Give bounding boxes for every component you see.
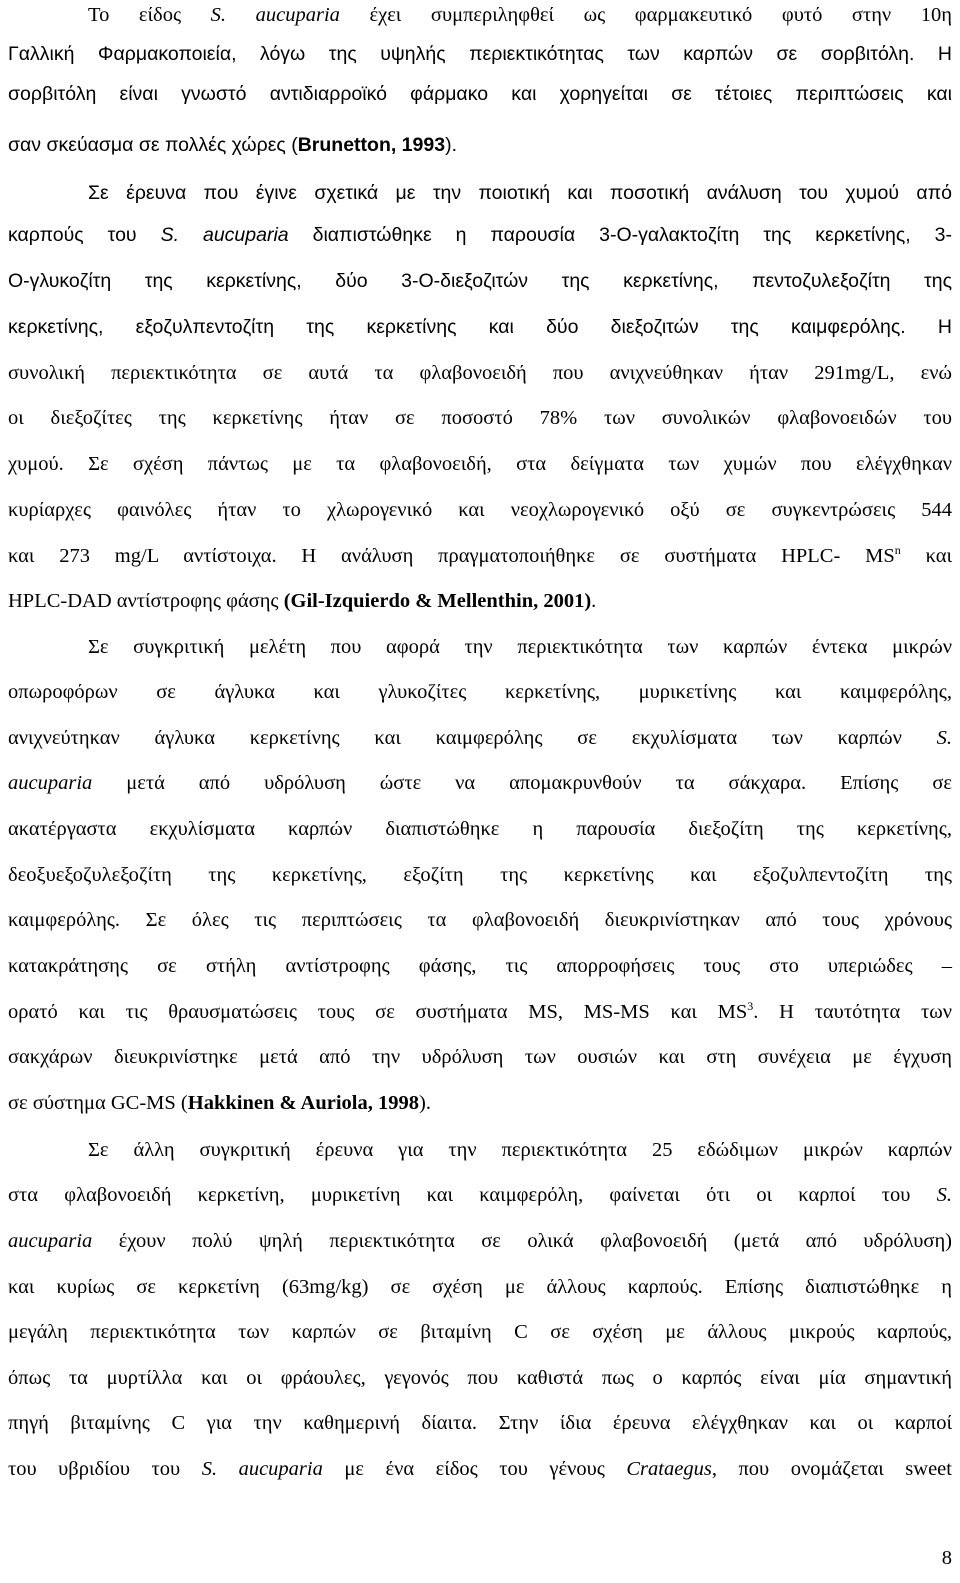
text-line: συνολική περιεκτικότητα σε αυτά τα φλαβονοειδή που ανιχνεύθηκαν ήταν 291mg/L, ενώ	[8, 362, 952, 384]
text-line: σορβιτόλη είναι γνωστό αντιδιαρροϊκό φάρμακο και χορηγείται σε τέτοιες περιπτώσεις και	[8, 83, 952, 105]
text-line: του υβριδίου του S. aucuparia με ένα είδος του γένους Crataegus, που ονομάζεται sweet	[8, 1458, 952, 1480]
text-line: σε σύστημα GC-MS (Hakkinen & Auriola, 1998).	[8, 1092, 431, 1114]
text-line: Ο-γλυκοζίτη της κερκετίνης, δύο 3-Ο-διεξοζιτών της κερκετίνης, πεντοζυλεξοζίτη της	[8, 270, 952, 292]
text-line: aucuparia έχουν πολύ ψηλή περιεκτικότητα σε ολικά φλαβονοειδή (μετά από υδρόλυση)	[8, 1230, 952, 1252]
document-page	[8, 0, 952, 1583]
text-line: οπωροφόρων σε άγλυκα και γλυκοζίτες κερκετίνης, μυρικετίνης και καιμφερόλης,	[8, 681, 952, 703]
text-line: στα φλαβονοειδή κερκετίνη, μυρικετίνη και καιμφερόλη, φαίνεται ότι οι καρποί του S.	[8, 1184, 952, 1206]
text-line: Το είδος S. aucuparia έχει συμπεριληφθεί ως φαρμακευτικό φυτό στην 10η	[88, 4, 952, 26]
text-line: οι διεξοζίτες της κερκετίνης ήταν σε ποσοστό 78% των συνολικών φλαβονοειδών του	[8, 407, 952, 429]
text-line: κατακράτησης σε στήλη αντίστροφης φάσης, τις απορροφήσεις τους στο υπεριώδες –	[8, 955, 952, 977]
text-line: ορατό και τις θραυσματώσεις τους σε συστήματα MS, MS-MS και $MS^3$. Η ταυτότητα των	[8, 999, 952, 1023]
text-line: ακατέργαστα εκχυλίσματα καρπών διαπιστώθηκε η παρουσία διεξοζίτη της κερκετίνης,	[8, 818, 952, 840]
text-line: και 273 mg/L αντίστοιχα. Η ανάλυση πραγματοποιήθηκε σε συστήματα HPLC- $MS^n$ και	[8, 543, 952, 567]
text-line: και κυρίως σε κερκετίνη (63mg/kg) σε σχέση με άλλους καρπούς. Επίσης διαπιστώθηκε η	[8, 1276, 952, 1298]
text-line: χυμού. Σε σχέση πάντως με τα φλαβονοειδή, στα δείγματα των χυμών που ελέγχθηκαν	[8, 453, 952, 475]
text-line: σαν σκεύασμα σε πολλές χώρες (Brunetton, 1993).	[8, 134, 457, 156]
text-line: σακχάρων διευκρινίστηκε μετά από την υδρόλυση των ουσιών και στη συνέχεια με έγχυση	[8, 1046, 952, 1068]
text-line: Σε συγκριτική μελέτη που αφορά την περιεκτικότητα των καρπών έντεκα μικρών	[88, 636, 952, 658]
text-line: πηγή βιταμίνης C για την καθημερινή δίαιτα. Στην ίδια έρευνα ελέγχθηκαν και οι καρποί	[8, 1412, 952, 1434]
text-line: δεοξυεξοζυλεξοζίτη της κερκετίνης, εξοζίτη της κερκετίνης και εξοζυλπεντοζίτη της	[8, 864, 952, 886]
text-line: μεγάλη περιεκτικότητα των καρπών σε βιταμίνη C σε σχέση με άλλους μικρούς καρπούς,	[8, 1321, 952, 1343]
text-line: κυρίαρχες φαινόλες ήταν το χλωρογενικό και νεοχλωρογενικό οξύ σε συγκεντρώσεις 544	[8, 499, 952, 521]
text-line: Σε έρευνα που έγινε σχετικά με την ποιοτική και ποσοτική ανάλυση του χυμού από	[88, 182, 952, 204]
text-line: Γαλλική Φαρμακοποιεία, λόγω της υψηλής περιεκτικότητας των καρπών σε σορβιτόλη. Η	[8, 43, 952, 65]
text-line: όπως τα μυρτίλλα και οι φράουλες, γεγονός που καθιστά πως ο καρπός είναι μία σημαντική	[8, 1367, 952, 1389]
text-line: aucuparia μετά από υδρόλυση ώστε να απομακρυνθούν τα σάκχαρα. Επίσης σε	[8, 772, 952, 794]
text-line: Σε άλλη συγκριτική έρευνα για την περιεκτικότητα 25 εδώδιμων μικρών καρπών	[88, 1139, 952, 1161]
text-line: καιμφερόλης. Σε όλες τις περιπτώσεις τα φλαβονοειδή διευκρινίστηκαν από τους χρόνους	[8, 909, 952, 931]
page-number: 8	[941, 1547, 952, 1569]
text-line: ανιχνεύτηκαν άγλυκα κερκετίνης και καιμφερόλης σε εκχυλίσματα των καρπών S.	[8, 727, 952, 749]
text-line: καρπούς του S. aucuparia διαπιστώθηκε η παρουσία 3-Ο-γαλακτοζίτη της κερκετίνης, 3-	[8, 224, 952, 246]
text-line: κερκετίνης, εξοζυλπεντοζίτη της κερκετίνης και δύο διεξοζιτών της καιμφερόλης. Η	[8, 316, 952, 338]
text-line: HPLC-DAD αντίστροφης φάσης (Gil-Izquierdo & Mellenthin, 2001).	[8, 590, 597, 612]
